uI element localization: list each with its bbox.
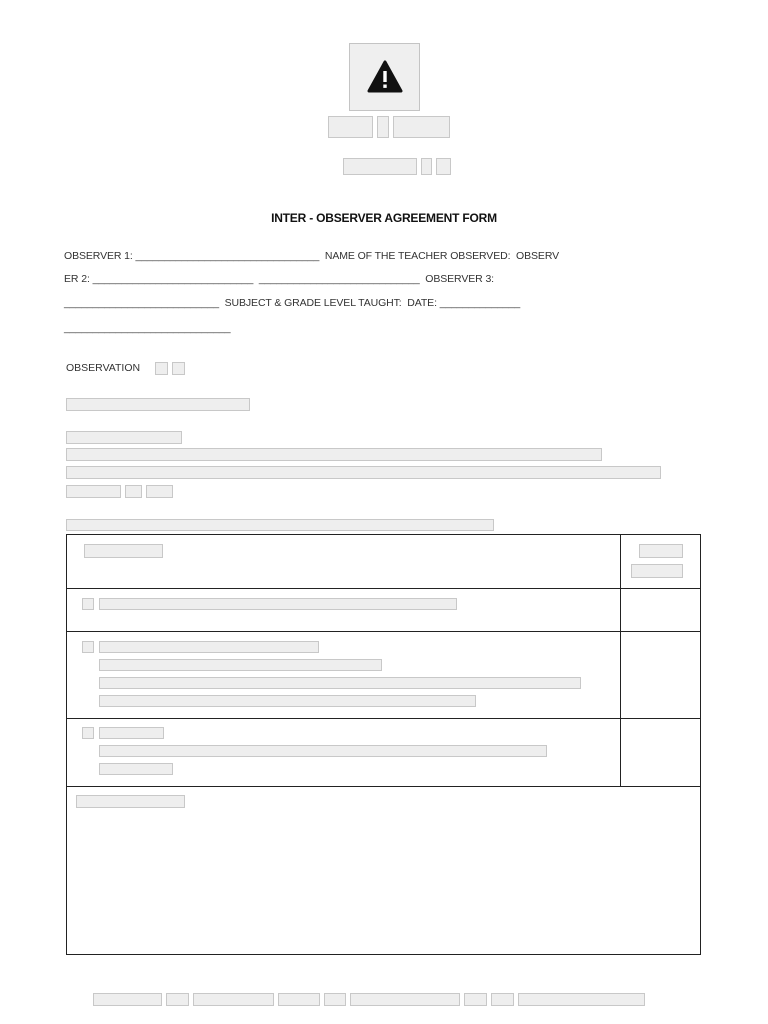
- redacted-line: [66, 466, 661, 479]
- header-redacted-6: [436, 158, 451, 175]
- redacted-line: [146, 485, 173, 498]
- row-divider: [67, 718, 700, 719]
- row-text-redacted: [99, 695, 476, 707]
- header-redacted-2: [377, 116, 389, 138]
- row-text-redacted: [99, 641, 319, 653]
- row-text-redacted: [99, 659, 382, 671]
- column-divider: [620, 535, 621, 786]
- warning-icon: [367, 60, 403, 94]
- header-redacted-3: [393, 116, 450, 138]
- footer-redacted: [491, 993, 514, 1006]
- header-redacted-4: [343, 158, 417, 175]
- table-header-redacted: [84, 544, 163, 558]
- row-text-redacted: [99, 598, 457, 610]
- row-text-redacted: [99, 745, 547, 757]
- observation-table: [66, 534, 701, 955]
- observer-line-2: ER 2: ____________________________ ____________________________ OBSERVER 3:: [64, 273, 494, 285]
- redacted-line: [66, 448, 602, 461]
- table-header-score-redacted: [639, 544, 683, 558]
- redacted-line: [66, 398, 250, 411]
- footer-redacted: [324, 993, 346, 1006]
- redacted-line: [66, 519, 494, 531]
- observer-line-4: _____________________________: [64, 322, 231, 334]
- form-title: INTER - OBSERVER AGREEMENT FORM: [271, 211, 497, 225]
- observation-redacted-2: [172, 362, 185, 375]
- observation-label: OBSERVATION: [66, 362, 141, 374]
- comments-label-redacted: [76, 795, 185, 808]
- row-divider: [67, 631, 700, 632]
- header-redacted-5: [421, 158, 432, 175]
- row-checkbox[interactable]: [82, 641, 94, 653]
- row-text-redacted: [99, 727, 164, 739]
- logo-placeholder: [349, 43, 420, 111]
- row-text-redacted: [99, 677, 581, 689]
- table-header-score-redacted: [631, 564, 683, 578]
- redacted-line: [66, 431, 182, 444]
- redacted-line: [125, 485, 142, 498]
- footer-redacted: [193, 993, 274, 1006]
- footer-redacted: [464, 993, 487, 1006]
- row-divider: [67, 588, 700, 589]
- footer-redacted: [350, 993, 460, 1006]
- row-checkbox[interactable]: [82, 598, 94, 610]
- observer-line-1: OBSERVER 1: ________________________________ NAME OF THE TEACHER OBSERVED: OBSERV: [64, 250, 560, 262]
- footer-redacted: [166, 993, 189, 1006]
- header-redacted-1: [328, 116, 373, 138]
- row-checkbox[interactable]: [82, 727, 94, 739]
- footer-redacted: [93, 993, 162, 1006]
- observation-redacted-1: [155, 362, 168, 375]
- footer-redacted: [518, 993, 645, 1006]
- row-text-redacted: [99, 763, 173, 775]
- observer-line-3: ___________________________ SUBJECT & GRADE LEVEL TAUGHT: DATE: ______________: [64, 297, 521, 309]
- redacted-line: [66, 485, 121, 498]
- row-divider: [67, 786, 700, 787]
- footer-redacted: [278, 993, 320, 1006]
